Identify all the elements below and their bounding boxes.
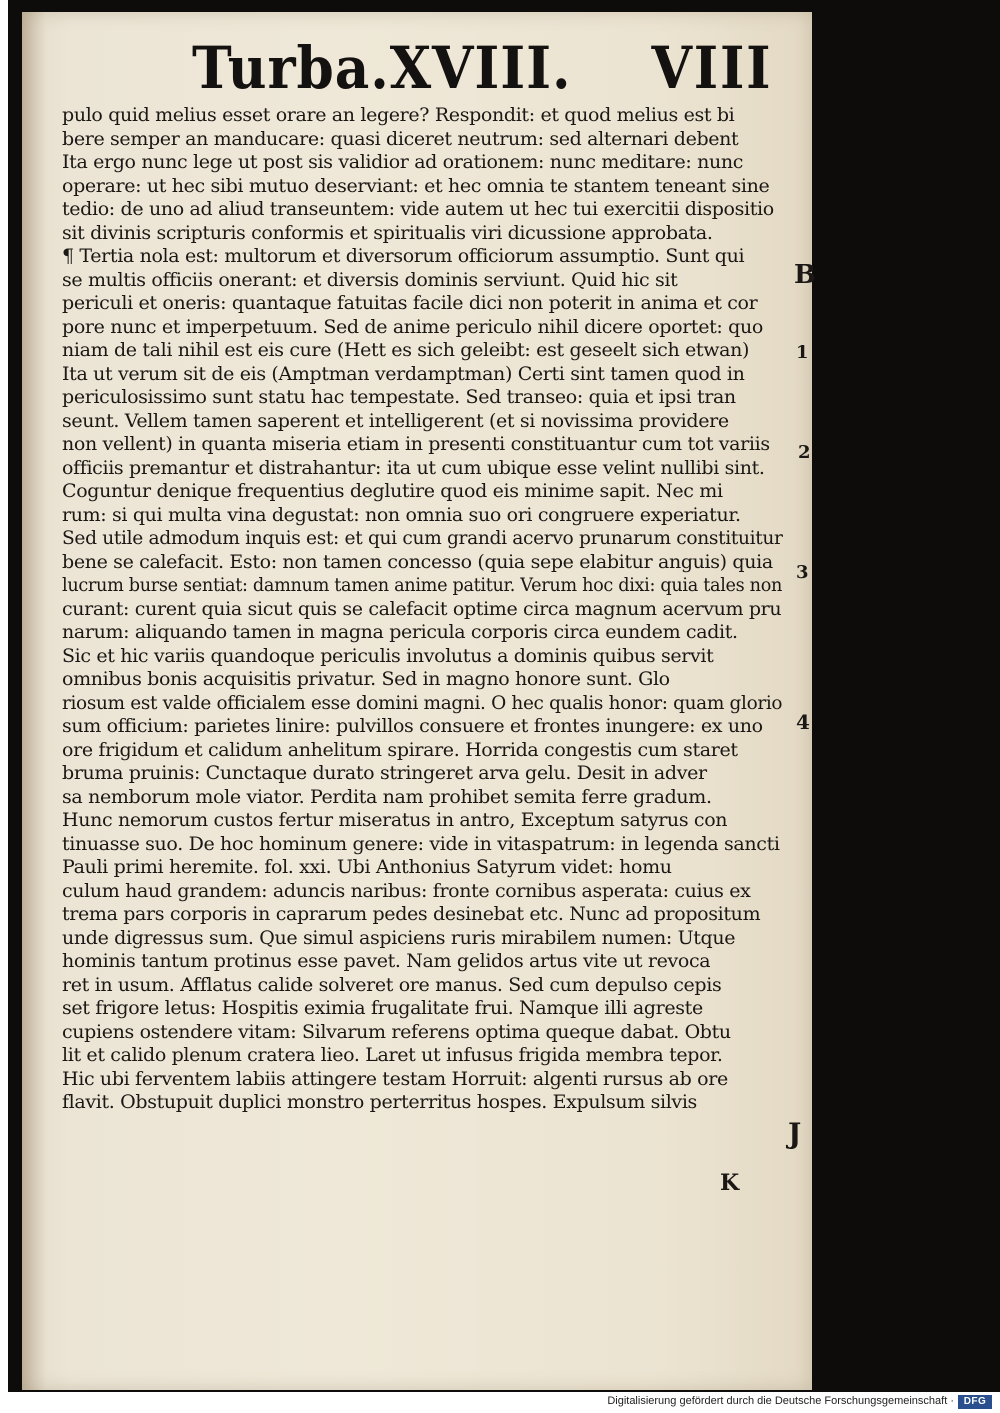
text-line: ore frigidum et calidum anhelitum spirare. Horrida congestis cum staret <box>62 738 738 761</box>
text-line: operare: ut hec sibi mutuo deserviant: et hec omnia te stantem teneant sine <box>62 174 770 197</box>
text-line: officiis premantur et distrahantur: ita ut cum ubique esse velint nullibi sint. <box>62 456 765 479</box>
margin-note-1: 1 <box>796 342 809 363</box>
text-line: unde digressus sum. Que simul aspiciens ruris mirabilem numen: Utque <box>62 926 736 949</box>
page-gutter-shadow <box>22 12 46 1390</box>
text-line: Ita ut verum sit de eis (Amptman verdamptman) Certi sint tamen quod in <box>62 362 745 385</box>
folio-number: VIII <box>651 34 772 102</box>
running-head <box>192 34 802 114</box>
text-line: lit et calido plenum cratera lieo. Laret ut infusus frigida membra tepor. <box>62 1044 723 1066</box>
text-line: bere semper an manducare: quasi diceret neutrum: sed alternari debent <box>62 127 739 150</box>
text-line: Hic ubi ferventem labiis attingere testam Horruit: algenti rursus ab ore <box>62 1067 728 1090</box>
text-line: periculosissimo sunt statu hac tempestate. Sed transeo: quia et ipsi tran <box>62 386 736 408</box>
text-line: sa nemborum mole viator. Perdita nam prohibet semita ferre gradum. <box>62 785 712 808</box>
footer-credit: Digitalisierung gefördert durch die Deutsche Forschungsgemeinschaft · <box>607 1395 954 1407</box>
text-line: culum haud grandem: aduncis naribus: fronte cornibus asperata: cuius ex <box>62 879 751 902</box>
margin-note-j: J <box>788 1117 802 1150</box>
text-line: Ita ergo nunc lege ut post sis validior ad orationem: nunc meditare: nunc <box>62 151 744 173</box>
text-line: bruma pruinis: Cunctaque durato stringeret arva gelu. Desit in adver <box>62 762 707 784</box>
dfg-logo-icon[interactable]: DFG <box>958 1395 992 1409</box>
margin-note-b: B <box>794 260 816 290</box>
text-line: pulo quid melius esset orare an legere? Respondit: et quod melius est bi <box>62 104 735 126</box>
text-block <box>62 104 782 1115</box>
text-line: set frigore letus: Hospitis eximia frugalitate frui. Namque illi agreste <box>62 997 703 1019</box>
text-line: lucrum burse sentiat: damnum tamen anime patitur. Verum hoc dixi: quia tales non <box>62 574 783 596</box>
text-line: Sed utile admodum inquis est: et qui cum grandi acervo prunarum constituitur <box>62 527 783 549</box>
text-line: bene se calefacit. Esto: non tamen concesso (quia sepe elabitur anguis) quia <box>62 550 773 573</box>
text-line: omnibus bonis acquisitis privatur. Sed in magno honore sunt. Glo <box>62 668 670 690</box>
text-line: non vellent) in quanta miseria etiam in presenti constituantur cum tot variis <box>62 433 770 455</box>
text-line: se multis officiis onerant: et diversis dominis serviunt. Quid hic sit <box>62 268 678 291</box>
text-line: hominis tantum protinus esse pavet. Nam gelidos artus vite ut revoca <box>62 950 711 972</box>
text-line: periculi et oneris: quantaque fatuitas facile dici non poterit in anima et cor <box>62 292 758 314</box>
margin-note-2: 2 <box>798 442 811 463</box>
text-line: tinuasse suo. De hoc hominum genere: vide in vitaspatrum: in legenda sancti <box>62 832 780 855</box>
text-line: riosum est valde officialem esse domini magni. O hec qualis honor: quam glorio <box>62 691 783 714</box>
margin-note-3: 3 <box>796 562 809 583</box>
text-line: rum: si qui multa vina degustat: non omnia suo ori congruere experiatur. <box>62 503 741 526</box>
text-line: pore nunc et imperpetuum. Sed de anime periculo nihil dicere oportet: quo <box>62 315 763 338</box>
text-line: tedio: de uno ad aliud transeuntem: vide autem ut hec tui exercitii dispositio <box>62 198 774 220</box>
text-line: trema pars corporis in caprarum pedes desinebat etc. Nunc ad propositum <box>62 903 761 925</box>
text-line: curant: curent quia sicut quis se calefacit optime circa magnum acervum pru <box>62 597 782 620</box>
book-page <box>22 12 816 1390</box>
text-line: Hunc nemorum custos fertur miseratus in antro, Exceptum satyrus con <box>62 809 728 831</box>
running-title: Turba.XVIII. <box>192 34 572 102</box>
text-line: sit divinis scripturis conformis et spiritualis viri dicussione approbata. <box>62 221 713 244</box>
margin-note-4: 4 <box>796 710 810 734</box>
text-line: seunt. Vellem tamen saperent et intelligerent (et si novissima providere <box>62 409 729 432</box>
text-line: cupiens ostendere vitam: Silvarum referens optima queque dabat. Obtu <box>62 1020 731 1043</box>
text-line: ¶ Tertia nola est: multorum et diversorum officiorum assumptio. Sunt qui <box>62 245 745 267</box>
text-line: Coguntur denique frequentius deglutire quod eis minime sapit. Nec mi <box>62 480 723 502</box>
footer-bar <box>0 1392 1000 1413</box>
text-line: Pauli primi heremite. fol. xxi. Ubi Anthonius Satyrum videt: homu <box>62 856 672 878</box>
text-line: flavit. Obstupuit duplici monstro perterritus hospes. Expulsum silvis <box>62 1091 697 1113</box>
signature-mark: K <box>720 1170 740 1196</box>
text-line: narum: aliquando tamen in magna pericula corporis circa eundem cadit. <box>62 621 738 643</box>
text-line: niam de tali nihil est eis cure (Hett es sich geleibt: est geseelt sich etwan) <box>62 339 750 361</box>
text-line: Sic et hic variis quandoque periculis involutus a dominis quibus servit <box>62 644 714 667</box>
text-line: ret in usum. Afflatus calide solveret ore manus. Sed cum depulso cepis <box>62 973 722 996</box>
text-line: sum officium: parietes linire: pulvillos consuere et frontes inungere: ex uno <box>62 715 763 737</box>
